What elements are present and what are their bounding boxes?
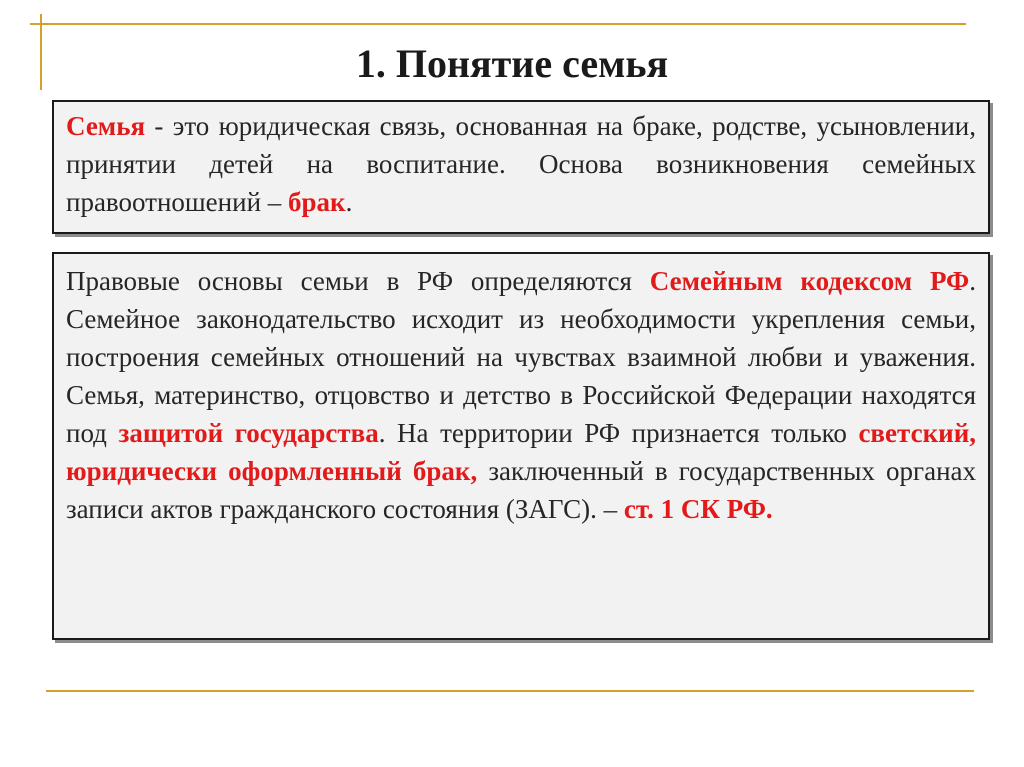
definition-end: . [345,187,353,217]
slide-title: 1. Понятие семья [355,41,669,86]
definition-term: Семья [66,111,146,141]
definition-text: - это юридическая связь, основанная на браке, родстве, усыновлении, принятии детей на воспитание. Основа возникновения семейных правоотношений – [66,111,976,217]
legal-term-state-protection: защитой государства [118,418,379,448]
decorative-bottom-line [46,690,974,692]
legal-text-1: Правовые основы семьи в РФ определяются [66,266,650,296]
definition-box [52,100,990,234]
legal-term-family-code: Семейным кодексом РФ [649,266,970,296]
definition-term-marriage: брак [288,187,346,217]
legal-term-article-reference: ст. 1 СК РФ. [623,494,773,524]
legal-text-2: . Семейное законодательство исходит из необходимости укрепления семьи, построения семейных отношений на чувствах взаимной любви и уважения. Семья, материнство, отцовство и детство в Российской Федерации находятся под [66,266,976,448]
legal-basis-box [52,252,990,640]
legal-term-secular-marriage: светский, юридически оформленный брак, [66,418,976,486]
decorative-top-line [30,23,966,25]
legal-text-3: . На территории РФ признается только [378,418,859,448]
legal-text-4: заключенный в государственных органах записи актов гражданского состояния (ЗАГС). – [66,456,976,524]
